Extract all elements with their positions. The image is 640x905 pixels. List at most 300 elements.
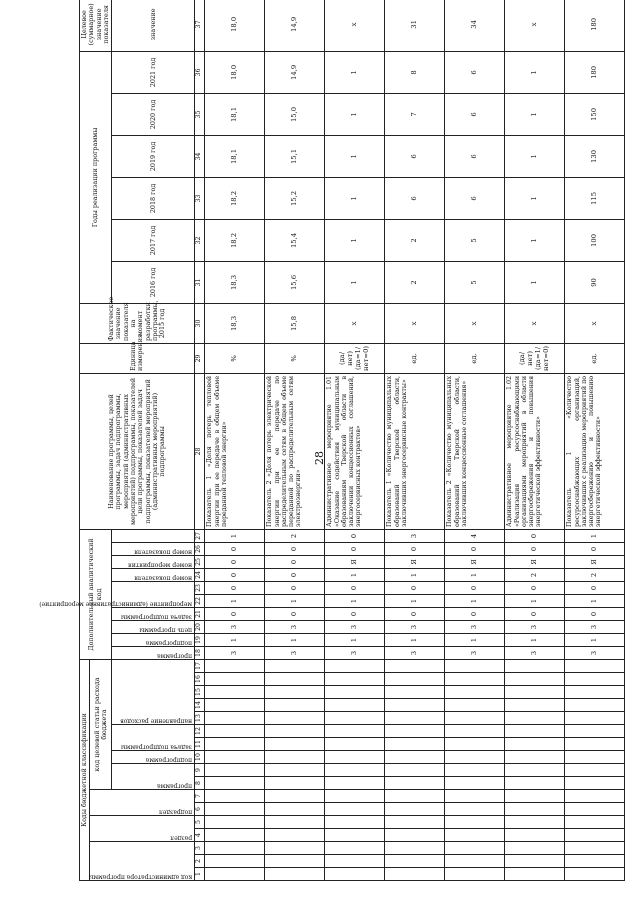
row-unit: ед. xyxy=(445,343,505,373)
header-program: программа xyxy=(112,764,195,790)
analytic-code-digit: 0 xyxy=(565,581,625,594)
budget-code-cell xyxy=(505,790,565,803)
row-description: Показатель 1 «Количество ресурсоснабжающих организаций, заключивших с реализацию мероприятий по энергосбережению и повышению энергетической эффективности» xyxy=(565,373,625,529)
row-year-value: 15,4 xyxy=(265,219,325,261)
analytic-code-digit: 1 xyxy=(385,594,445,607)
row-year-value: 1 xyxy=(505,177,565,219)
budget-code-cell xyxy=(325,777,385,790)
budget-code-cell xyxy=(505,738,565,751)
table-row xyxy=(565,0,625,881)
analytic-code-digit: 0 xyxy=(505,581,565,594)
budget-code-cell xyxy=(325,712,385,725)
budget-code-cell xyxy=(445,829,505,842)
row-fact-2015: 18,3 xyxy=(205,303,265,343)
analytic-code-digit: 1 xyxy=(265,594,325,607)
column-number: 21 xyxy=(195,607,205,620)
analytic-code-digit: 3 xyxy=(505,646,565,659)
analytic-code-digit: 1 xyxy=(505,594,565,607)
column-number: 32 xyxy=(195,219,205,261)
analytic-code-digit: 2 xyxy=(265,529,325,542)
analytic-code-digit: 3 xyxy=(385,620,445,633)
row-final-value: 34 xyxy=(445,0,505,51)
budget-code-cell xyxy=(445,803,505,816)
analytic-code-digit: 0 xyxy=(265,607,325,620)
row-description: Показатель 1 «Доля потерь тепловой энергии при ее передаче в общем объеме переданной тепловой энергии» xyxy=(205,373,265,529)
budget-code-cell xyxy=(325,790,385,803)
column-number: 18 xyxy=(195,646,205,659)
budget-code-cell xyxy=(385,659,445,672)
budget-code-cell xyxy=(565,712,625,725)
row-year-value: 115 xyxy=(565,177,625,219)
budget-code-cell xyxy=(385,712,445,725)
column-number: 24 xyxy=(195,568,205,581)
analytic-code-digit: 0 xyxy=(205,607,265,620)
row-year-value: 14,9 xyxy=(265,51,325,93)
row-year-value: 8 xyxy=(385,51,445,93)
header-final-value: значение xyxy=(112,0,195,51)
row-final-value: х xyxy=(505,0,565,51)
header-additional-code: Дополнительный аналитический код xyxy=(80,529,112,659)
column-number: 6 xyxy=(195,803,205,816)
budget-code-cell xyxy=(385,855,445,868)
page-number: 28 xyxy=(313,451,326,465)
budget-code-cell xyxy=(505,712,565,725)
header-add-task-sub: задача подпрограммы xyxy=(112,607,195,620)
column-number: 7 xyxy=(195,790,205,803)
row-year-value: 18,1 xyxy=(205,93,265,135)
budget-code-cell xyxy=(205,712,265,725)
header-add-subprogram: подпрограмма xyxy=(112,633,195,646)
analytic-code-digit: 0 xyxy=(445,607,505,620)
budget-code-cell xyxy=(445,790,505,803)
table-row xyxy=(325,0,385,881)
header-2020: 2020 год xyxy=(112,93,195,135)
analytic-code-digit: 0 xyxy=(505,607,565,620)
budget-code-cell xyxy=(565,790,625,803)
budget-code-cell xyxy=(385,790,445,803)
analytic-code-digit: 0 xyxy=(385,607,445,620)
budget-code-cell xyxy=(445,712,505,725)
budget-code-cell xyxy=(205,673,265,686)
table-row xyxy=(385,0,445,881)
budget-code-cell xyxy=(505,764,565,777)
budget-code-cell xyxy=(565,816,625,829)
budget-code-cell xyxy=(325,699,385,712)
analytic-code-digit: Я xyxy=(445,555,505,568)
budget-code-cell xyxy=(445,764,505,777)
analytic-code-digit: 0 xyxy=(325,529,385,542)
row-year-value: 2 xyxy=(385,219,445,261)
row-description: Административное мероприятие 1.02 «Реализация ресурсоснабжающими организациями мероприятий в области энергосбережения и повышения энергетической эффективности» xyxy=(505,373,565,529)
budget-code-cell xyxy=(505,686,565,699)
row-year-value: 1 xyxy=(505,51,565,93)
analytic-code-digit: 1 xyxy=(205,529,265,542)
budget-code-cell xyxy=(505,803,565,816)
row-year-value: 1 xyxy=(325,177,385,219)
header-2018: 2018 год xyxy=(112,177,195,219)
budget-code-cell xyxy=(385,842,445,855)
budget-code-cell xyxy=(505,855,565,868)
budget-code-cell xyxy=(385,751,445,764)
analytic-code-digit: 1 xyxy=(445,568,505,581)
column-number: 12 xyxy=(195,725,205,738)
budget-code-cell xyxy=(325,673,385,686)
column-number: 22 xyxy=(195,594,205,607)
column-number: 29 xyxy=(195,343,205,373)
table-row xyxy=(265,0,325,881)
analytic-code-digit: 0 xyxy=(505,542,565,555)
budget-code-cell xyxy=(505,659,565,672)
analytic-code-digit: 1 xyxy=(205,633,265,646)
row-fact-2015: х xyxy=(385,303,445,343)
header-2019: 2019 год xyxy=(112,135,195,177)
header-subprogram: подпрограмма xyxy=(112,751,195,764)
row-unit: ед. xyxy=(565,343,625,373)
budget-code-cell xyxy=(205,764,265,777)
budget-code-cell xyxy=(205,699,265,712)
row-year-value: 2 xyxy=(385,261,445,303)
budget-code-cell xyxy=(385,777,445,790)
analytic-code-digit: 1 xyxy=(325,568,385,581)
row-fact-2015: х xyxy=(445,303,505,343)
row-year-value: 1 xyxy=(505,261,565,303)
budget-code-cell xyxy=(325,829,385,842)
budget-code-cell xyxy=(265,777,325,790)
row-year-value: 7 xyxy=(385,93,445,135)
analytic-code-digit: 0 xyxy=(205,581,265,594)
column-number: 5 xyxy=(195,816,205,829)
budget-code-cell xyxy=(565,855,625,868)
budget-code-cell xyxy=(205,738,265,751)
row-unit: % xyxy=(265,343,325,373)
analytic-code-digit: 3 xyxy=(565,646,625,659)
header-add-program: программа xyxy=(112,646,195,659)
analytic-code-digit: 0 xyxy=(385,542,445,555)
table-body xyxy=(205,0,625,881)
row-description: Административное мероприятие 1.01 «Оказание содействия муниципальным образованиям Тверской области в заключении концессионных соглашений, энергосервисных контрактов» xyxy=(325,373,385,529)
analytic-code-digit: 0 xyxy=(445,581,505,594)
analytic-code-digit: 1 xyxy=(505,633,565,646)
rotated-table-wrapper xyxy=(39,3,624,881)
budget-code-cell xyxy=(325,725,385,738)
analytic-code-digit: 3 xyxy=(385,529,445,542)
row-fact-2015: х xyxy=(505,303,565,343)
budget-code-cell xyxy=(325,816,385,829)
table-row xyxy=(445,0,505,881)
column-number: 10 xyxy=(195,751,205,764)
budget-code-cell xyxy=(565,738,625,751)
column-number: 19 xyxy=(195,633,205,646)
budget-code-cell xyxy=(265,855,325,868)
row-fact-2015: х xyxy=(565,303,625,343)
row-year-value: 150 xyxy=(565,93,625,135)
column-number: 36 xyxy=(195,51,205,93)
column-number: 35 xyxy=(195,93,205,135)
budget-code-cell xyxy=(385,816,445,829)
budget-code-cell xyxy=(505,842,565,855)
budget-code-cell xyxy=(265,686,325,699)
analytic-code-digit: 3 xyxy=(385,646,445,659)
analytic-code-digit: 0 xyxy=(325,607,385,620)
budget-code-cell xyxy=(265,803,325,816)
column-number: 28 xyxy=(195,373,205,529)
budget-code-cell xyxy=(265,659,325,672)
row-year-value: 6 xyxy=(445,51,505,93)
header-expense-code: код целевой статьи расхода бюджета xyxy=(90,659,112,789)
row-year-value: 18,2 xyxy=(205,219,265,261)
budget-code-cell xyxy=(265,816,325,829)
budget-code-cell xyxy=(265,751,325,764)
analytic-code-digit: 3 xyxy=(205,620,265,633)
budget-code-cell xyxy=(325,803,385,816)
header-add-event-num: номер показателя xyxy=(112,568,195,581)
table-row xyxy=(505,0,565,881)
budget-code-cell xyxy=(205,790,265,803)
budget-code-cell xyxy=(265,829,325,842)
row-final-value: х xyxy=(325,0,385,51)
budget-code-cell xyxy=(445,699,505,712)
row-unit: (да/нет) (да=1/ нет=0) xyxy=(505,343,565,373)
analytic-code-digit: 0 xyxy=(265,542,325,555)
column-number: 16 xyxy=(195,673,205,686)
budget-code-cell xyxy=(565,673,625,686)
budget-code-cell xyxy=(505,725,565,738)
analytic-code-digit: 2 xyxy=(505,568,565,581)
column-number: 34 xyxy=(195,135,205,177)
row-unit: (да/нет) (да=1/ нет=0) xyxy=(325,343,385,373)
budget-code-cell xyxy=(445,673,505,686)
analytic-code-digit: 3 xyxy=(325,646,385,659)
analytic-code-digit: 3 xyxy=(565,620,625,633)
row-year-value: 6 xyxy=(445,135,505,177)
budget-code-cell xyxy=(205,855,265,868)
analytic-code-digit: Я xyxy=(325,555,385,568)
row-year-value: 6 xyxy=(445,93,505,135)
row-year-value: 18,3 xyxy=(205,261,265,303)
row-description: Показатель 2 «Количество муниципальных образований Тверской области, заключивших концессионные соглашения» xyxy=(445,373,505,529)
budget-code-cell xyxy=(505,868,565,881)
budget-code-cell xyxy=(505,777,565,790)
analytic-code-digit: 0 xyxy=(205,555,265,568)
budget-code-cell xyxy=(265,712,325,725)
column-number: 15 xyxy=(195,686,205,699)
budget-code-cell xyxy=(265,868,325,881)
budget-code-cell xyxy=(445,816,505,829)
column-number: 14 xyxy=(195,699,205,712)
analytic-code-digit: 3 xyxy=(205,646,265,659)
analytic-code-digit: 0 xyxy=(565,542,625,555)
row-year-value: 18,2 xyxy=(205,177,265,219)
header-fact: Фактическое значение показателя на момент разработки программы, 2015 год xyxy=(80,303,195,343)
budget-code-cell xyxy=(385,699,445,712)
budget-code-cell xyxy=(445,686,505,699)
analytic-code-digit: 3 xyxy=(505,620,565,633)
budget-code-cell xyxy=(385,686,445,699)
column-number: 20 xyxy=(195,620,205,633)
analytic-code-digit: 0 xyxy=(505,529,565,542)
row-unit: % xyxy=(205,343,265,373)
budget-code-cell xyxy=(565,777,625,790)
budget-code-cell xyxy=(505,829,565,842)
program-indicators-table xyxy=(39,0,625,881)
budget-code-cell xyxy=(205,725,265,738)
budget-code-cell xyxy=(445,842,505,855)
analytic-code-digit: 0 xyxy=(265,581,325,594)
budget-code-cell xyxy=(325,764,385,777)
column-number: 13 xyxy=(195,712,205,725)
budget-code-cell xyxy=(265,738,325,751)
budget-code-cell xyxy=(565,659,625,672)
analytic-code-digit: 3 xyxy=(265,620,325,633)
budget-code-cell xyxy=(385,803,445,816)
row-year-value: 1 xyxy=(505,93,565,135)
budget-code-cell xyxy=(565,699,625,712)
budget-code-cell xyxy=(565,725,625,738)
header-name: Наименование программы, целей программы, задач подпрограммы, мероприятий (административных мероприятий) подпрограммы, показателей цели программы, показателей задач подпрограммы, показателей мероприятий (административных мероприятий) подпрограммы xyxy=(80,373,195,529)
budget-code-cell xyxy=(205,842,265,855)
header-code-group: Коды бюджетной классификации xyxy=(80,659,90,880)
row-year-value: 5 xyxy=(445,219,505,261)
analytic-code-digit: 1 xyxy=(445,594,505,607)
header-task: задача подпрограммы xyxy=(112,725,195,751)
analytic-code-digit: 3 xyxy=(445,646,505,659)
analytic-code-digit: 3 xyxy=(325,620,385,633)
header-unit: Единица измерения xyxy=(80,343,195,373)
row-year-value: 15,6 xyxy=(265,261,325,303)
row-year-value: 6 xyxy=(385,135,445,177)
analytic-code-digit: 3 xyxy=(265,646,325,659)
budget-code-cell xyxy=(325,842,385,855)
budget-code-cell xyxy=(565,764,625,777)
budget-code-cell xyxy=(205,777,265,790)
budget-code-cell xyxy=(385,868,445,881)
analytic-code-digit: 0 xyxy=(325,581,385,594)
budget-code-cell xyxy=(385,829,445,842)
budget-code-cell xyxy=(505,751,565,764)
budget-code-cell xyxy=(325,686,385,699)
row-year-value: 1 xyxy=(325,261,385,303)
budget-code-cell xyxy=(445,659,505,672)
budget-code-cell xyxy=(205,829,265,842)
budget-code-cell xyxy=(205,868,265,881)
header-final: Целевое (суммарное) значение показателя xyxy=(80,0,112,51)
budget-code-cell xyxy=(565,803,625,816)
header-add-task-program: цель программы xyxy=(112,620,195,633)
analytic-code-digit: 0 xyxy=(565,607,625,620)
table-row xyxy=(205,0,265,881)
row-year-value: 15,1 xyxy=(265,135,325,177)
row-year-value: 15,0 xyxy=(265,93,325,135)
header-admin-code: код администратора программы xyxy=(90,842,195,881)
row-unit: ед. xyxy=(385,343,445,373)
row-year-value: 1 xyxy=(325,51,385,93)
row-year-value: 130 xyxy=(565,135,625,177)
budget-code-cell xyxy=(325,659,385,672)
analytic-code-digit: 1 xyxy=(325,594,385,607)
analytic-code-digit: 1 xyxy=(565,594,625,607)
column-number: 2 xyxy=(195,855,205,868)
budget-code-cell xyxy=(265,699,325,712)
analytic-code-digit: 2 xyxy=(565,568,625,581)
row-year-value: 6 xyxy=(385,177,445,219)
budget-code-cell xyxy=(205,659,265,672)
analytic-code-digit: 3 xyxy=(445,620,505,633)
column-numbers-row xyxy=(195,0,205,881)
budget-code-cell xyxy=(325,751,385,764)
row-year-value: 180 xyxy=(565,51,625,93)
row-final-value: 18,0 xyxy=(205,0,265,51)
row-final-value: 180 xyxy=(565,0,625,51)
row-year-value: 100 xyxy=(565,219,625,261)
row-year-value: 18,1 xyxy=(205,135,265,177)
analytic-code-digit: 4 xyxy=(445,529,505,542)
budget-code-cell xyxy=(385,725,445,738)
budget-code-cell xyxy=(385,673,445,686)
row-year-value: 5 xyxy=(445,261,505,303)
budget-code-cell xyxy=(265,790,325,803)
column-number: 27 xyxy=(195,529,205,542)
column-number: 25 xyxy=(195,555,205,568)
budget-code-cell xyxy=(445,751,505,764)
analytic-code-digit: 0 xyxy=(325,542,385,555)
row-year-value: 1 xyxy=(325,93,385,135)
header-2017: 2017 год xyxy=(112,219,195,261)
column-number: 30 xyxy=(195,303,205,343)
row-year-value: 90 xyxy=(565,261,625,303)
row-fact-2015: х xyxy=(325,303,385,343)
header-add-measure: мероприятие (административное мероприятие) xyxy=(112,581,195,607)
column-number: 31 xyxy=(195,261,205,303)
budget-code-cell xyxy=(505,816,565,829)
analytic-code-digit: 0 xyxy=(445,542,505,555)
budget-code-cell xyxy=(445,855,505,868)
column-number: 11 xyxy=(195,738,205,751)
analytic-code-digit: Я xyxy=(385,555,445,568)
budget-code-cell xyxy=(505,699,565,712)
budget-code-cell xyxy=(265,764,325,777)
header-subsection: подраздел xyxy=(90,790,195,816)
column-number: 37 xyxy=(195,0,205,51)
budget-code-cell xyxy=(565,868,625,881)
budget-code-cell xyxy=(205,751,265,764)
column-number: 23 xyxy=(195,581,205,594)
analytic-code-digit: 1 xyxy=(325,633,385,646)
budget-code-cell xyxy=(445,868,505,881)
column-number: 8 xyxy=(195,777,205,790)
row-year-value: 1 xyxy=(505,135,565,177)
column-number: 9 xyxy=(195,764,205,777)
analytic-code-digit: 1 xyxy=(385,633,445,646)
analytic-code-digit: 1 xyxy=(265,633,325,646)
row-final-value: 31 xyxy=(385,0,445,51)
analytic-code-digit: 1 xyxy=(445,633,505,646)
budget-code-cell xyxy=(565,829,625,842)
row-year-value: 6 xyxy=(445,177,505,219)
row-year-value: 18,0 xyxy=(205,51,265,93)
analytic-code-digit: Я xyxy=(565,555,625,568)
analytic-code-digit: 1 xyxy=(565,529,625,542)
header-add-event-kind: номер мероприятия xyxy=(112,555,195,568)
row-description: Показатель 2 «Доля потерь электрической энергии при ее передаче по распределительным сетям в общем объеме переданной по распределительным сетям электроэнергии» xyxy=(265,373,325,529)
budget-code-cell xyxy=(565,842,625,855)
budget-code-cell xyxy=(205,686,265,699)
column-number: 26 xyxy=(195,542,205,555)
analytic-code-digit: 1 xyxy=(205,594,265,607)
header-2016: 2016 год xyxy=(112,261,195,303)
column-number: 3 xyxy=(195,842,205,855)
header-add-indicator: номер показателя xyxy=(112,542,195,555)
budget-code-cell xyxy=(445,777,505,790)
